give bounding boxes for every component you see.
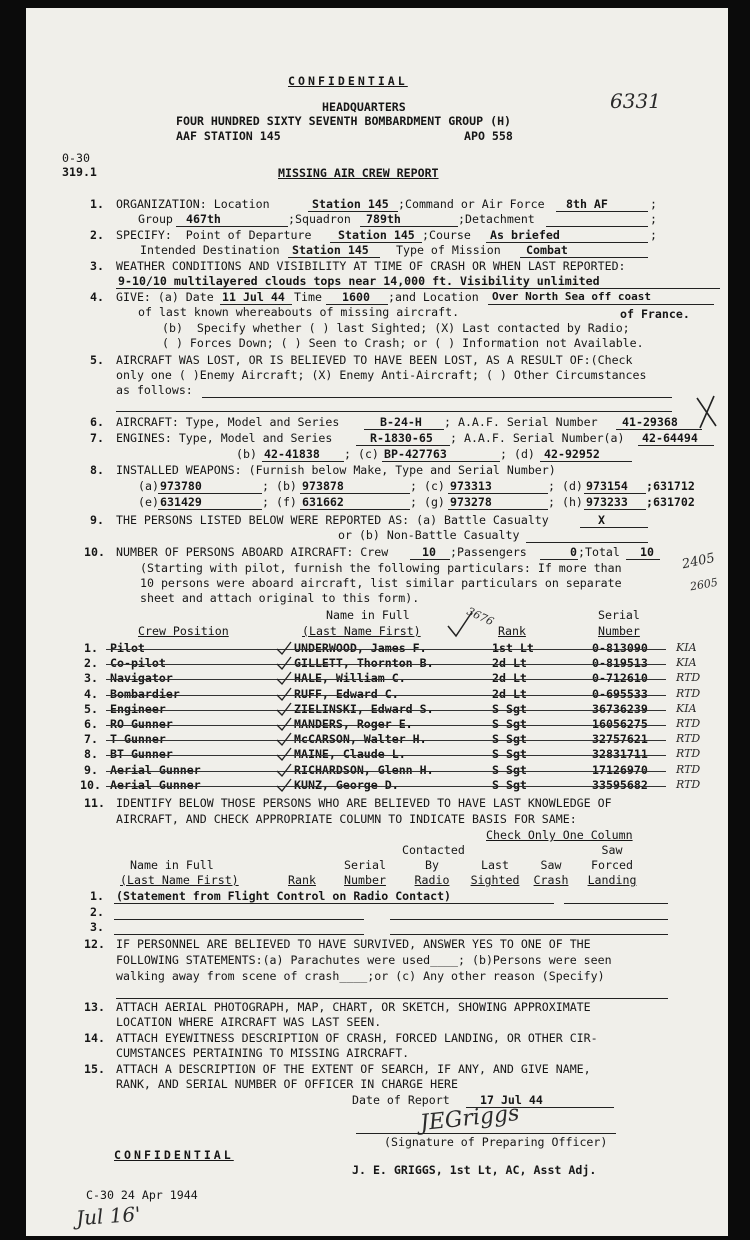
mission-label: Type of Mission bbox=[396, 243, 501, 257]
battle-casualty-mark: X bbox=[598, 513, 605, 527]
passenger-count: 0 bbox=[570, 545, 577, 559]
crew-rank: 1st Lt bbox=[492, 641, 534, 655]
weapon-e-label: (e) bbox=[138, 495, 159, 509]
loss-date: 11 Jul 44 bbox=[222, 290, 285, 304]
group-label: Group bbox=[138, 212, 173, 226]
forced-header-3: Landing bbox=[587, 873, 637, 887]
engine-c-label: ; (c) bbox=[344, 447, 379, 461]
officer-signature: JEGriggs bbox=[418, 1100, 521, 1137]
course-label: ;Course bbox=[422, 228, 471, 242]
check-mark-icon bbox=[276, 732, 292, 746]
crew-status-handwritten: RTD bbox=[676, 763, 701, 776]
header-apo: APO 558 bbox=[464, 129, 513, 143]
item-2-label: SPECIFY: Point of Departure bbox=[116, 228, 312, 242]
crew-rank: S Sgt bbox=[492, 763, 527, 777]
weapon-e: 631429 bbox=[160, 495, 202, 509]
crew-position: Aerial Gunner bbox=[110, 778, 201, 792]
item-11-number: 11. bbox=[84, 796, 105, 810]
date-of-report-label: Date of Report bbox=[352, 1093, 450, 1107]
item-14-number: 14. bbox=[84, 1031, 105, 1045]
item-15-line-1: ATTACH A DESCRIPTION OF THE EXTENT OF SEARCH, IF ANY, AND GIVE NAME, bbox=[116, 1062, 591, 1076]
engine-type: R-1830-65 bbox=[370, 431, 433, 445]
weapon-d: 973154 bbox=[586, 479, 628, 493]
destination-value: Station 145 bbox=[292, 243, 369, 257]
weapon-a-label: (a) bbox=[138, 479, 159, 493]
item-15-line-2: RANK, AND SERIAL NUMBER OF OFFICER IN CHARGE HERE bbox=[116, 1077, 459, 1091]
crew-strike-line bbox=[106, 649, 666, 650]
i11-row-2-number: 2. bbox=[90, 905, 104, 919]
item-13-line-1: ATTACH AERIAL PHOTOGRAPH, MAP, CHART, OR SKETCH, SHOWING APPROXIMATE bbox=[116, 1000, 591, 1014]
handwritten-date: Jul 16' bbox=[75, 1201, 142, 1231]
crew-name: MANDERS, Roger E. bbox=[294, 717, 413, 731]
form-number: C-30 24 Apr 1944 bbox=[86, 1188, 198, 1202]
check-mark-icon bbox=[276, 717, 292, 731]
weather-value: 9-10/10 multilayered clouds tops near 14,000 ft. Visibility unlimited bbox=[118, 274, 600, 288]
i11-serial-header-2: Number bbox=[344, 873, 386, 887]
crew-status-handwritten: RTD bbox=[676, 747, 701, 760]
item-10-line-4: sheet and attach original to this form). bbox=[140, 591, 420, 605]
saw-header-2: Crash bbox=[533, 873, 569, 887]
i11-name-header-2: (Last Name First) bbox=[120, 873, 239, 887]
crew-row-number: 5. bbox=[84, 702, 98, 716]
item-9-number: 9. bbox=[90, 513, 104, 527]
crew-name: RICHARDSON, Glenn H. bbox=[294, 763, 434, 777]
item-12-number: 12. bbox=[84, 937, 105, 951]
crew-header-serial-2: Number bbox=[598, 624, 640, 638]
crew-position: Aerial Gunner bbox=[110, 763, 201, 777]
check-mark-icon bbox=[276, 778, 292, 792]
location-label: ;and Location bbox=[388, 290, 479, 304]
engine-serial-a: 42-64494 bbox=[642, 431, 698, 445]
crew-header-position: Crew Position bbox=[138, 624, 229, 638]
crew-row-number: 9. bbox=[84, 763, 98, 777]
crew-row-number: 6. bbox=[84, 717, 98, 731]
footer-confidential: CONFIDENTIAL bbox=[114, 1148, 234, 1162]
check-mark-icon bbox=[276, 702, 292, 716]
engine-b-label: (b) bbox=[236, 447, 257, 461]
item-15-number: 15. bbox=[84, 1062, 105, 1076]
engine-serial-label: ; A.A.F. Serial Number(a) bbox=[450, 431, 625, 445]
crew-strike-line bbox=[106, 679, 666, 680]
item-13-line-2: LOCATION WHERE AIRCRAFT WAS LAST SEEN. bbox=[116, 1015, 382, 1029]
engine-d-label: ; (d) bbox=[500, 447, 535, 461]
item-10-number: 10. bbox=[84, 545, 105, 559]
report-title: MISSING AIR CREW REPORT bbox=[278, 166, 439, 180]
i11-row-3-number: 3. bbox=[90, 920, 104, 934]
item-7-number: 7. bbox=[90, 431, 104, 445]
item-10-line-2: (Starting with pilot, furnish the following particulars: If more than bbox=[140, 561, 622, 575]
crew-serial: 0-712610 bbox=[592, 671, 648, 685]
header-station: AAF STATION 145 bbox=[176, 129, 281, 143]
crew-row-number: 7. bbox=[84, 732, 98, 746]
crew-status-handwritten: RTD bbox=[676, 717, 701, 730]
engines-label: ENGINES: Type, Model and Series bbox=[116, 431, 333, 445]
total-label: ;Total bbox=[578, 545, 620, 559]
crew-strike-line bbox=[106, 755, 666, 756]
handwritten-2605: 2605 bbox=[688, 575, 719, 594]
command-value: 8th AF bbox=[566, 197, 608, 211]
crew-count: 10 bbox=[422, 545, 436, 559]
crew-rank: 2d Lt bbox=[492, 671, 527, 685]
header-hq: HEADQUARTERS bbox=[322, 100, 406, 114]
crew-position: Pilot bbox=[110, 641, 145, 655]
org-location: Station 145 bbox=[312, 197, 389, 211]
whereabouts-label: of last known whereabouts of missing aircraft. bbox=[138, 305, 460, 319]
item-4b: (b) Specify whether ( ) last Sighted; (X) Last contacted by Radio; bbox=[162, 321, 630, 335]
officer-name: J. E. GRIGGS, 1st Lt, AC, Asst Adj. bbox=[352, 1163, 597, 1177]
crew-name: McCARSON, Walter H. bbox=[294, 732, 427, 746]
crew-serial: 36736239 bbox=[592, 702, 648, 716]
crew-serial: 32757621 bbox=[592, 732, 648, 746]
crew-strike-line bbox=[106, 664, 666, 665]
item-3-number: 3. bbox=[90, 259, 104, 273]
item-4-number: 4. bbox=[90, 290, 104, 304]
engine-serial-b: 42-41838 bbox=[264, 447, 320, 461]
crew-serial: 32831711 bbox=[592, 747, 648, 761]
item-4c: ( ) Forces Down; ( ) Seen to Crash; or ( ) Information not Available. bbox=[162, 336, 644, 350]
item-8-number: 8. bbox=[90, 463, 104, 477]
crew-position: BT Gunner bbox=[110, 747, 173, 761]
crew-status-handwritten: KIA bbox=[676, 641, 697, 654]
crew-rank: S Sgt bbox=[492, 732, 527, 746]
crew-strike-line bbox=[106, 725, 666, 726]
contacted-header-1: Contacted bbox=[402, 843, 465, 857]
crew-rank: S Sgt bbox=[492, 702, 527, 716]
crew-header-rank: Rank bbox=[498, 624, 526, 638]
crew-name: UNDERWOOD, James F. bbox=[294, 641, 427, 655]
check-mark-icon bbox=[276, 641, 292, 655]
crew-status-handwritten: RTD bbox=[676, 671, 701, 684]
weapon-f: 631662 bbox=[302, 495, 344, 509]
crew-name: MAINE, Claude L. bbox=[294, 747, 406, 761]
item-12-line-3: walking away from scene of crash____;or (c) Any other reason (Specify) bbox=[116, 969, 605, 983]
crew-position: Engineer bbox=[110, 702, 166, 716]
crew-name: HALE, William C. bbox=[294, 671, 406, 685]
crew-status-handwritten: RTD bbox=[676, 732, 701, 745]
item-14-line-1: ATTACH EYEWITNESS DESCRIPTION OF CRASH, FORCED LANDING, OR OTHER CIR- bbox=[116, 1031, 598, 1045]
x-mark-icon bbox=[694, 394, 720, 430]
last-header-2: Sighted bbox=[470, 873, 520, 887]
weapon-extra-1: ;631712 bbox=[646, 479, 695, 493]
weapon-g: 973278 bbox=[450, 495, 492, 509]
give-date-label: GIVE: (a) Date bbox=[116, 290, 214, 304]
crew-name: GILLETT, Thornton B. bbox=[294, 656, 434, 670]
item-6-number: 6. bbox=[90, 415, 104, 429]
forced-header-1: Saw bbox=[601, 843, 623, 857]
weapon-f-label: ; (f) bbox=[262, 495, 297, 509]
weapon-h-label: ; (h) bbox=[548, 495, 583, 509]
check-mark-icon bbox=[276, 747, 292, 761]
crew-name: KUNZ, George D. bbox=[294, 778, 399, 792]
crew-serial: 0-695533 bbox=[592, 687, 648, 701]
header-group: FOUR HUNDRED SIXTY SEVENTH BOMBARDMENT GROUP (H) bbox=[176, 114, 512, 128]
weapon-a: 973780 bbox=[160, 479, 202, 493]
weapon-b-label: ; (b) bbox=[262, 479, 297, 493]
crew-status-handwritten: RTD bbox=[676, 778, 701, 791]
squadron-label: ;Squadron bbox=[288, 212, 351, 226]
check-mark-icon bbox=[276, 687, 292, 701]
casualty-label: THE PERSONS LISTED BELOW WERE REPORTED AS: (a) Battle Casualty bbox=[116, 513, 549, 527]
crew-rank: 2d Lt bbox=[492, 656, 527, 670]
crew-position: Bombardier bbox=[110, 687, 180, 701]
crew-position: RO Gunner bbox=[110, 717, 173, 731]
crew-strike-line bbox=[106, 771, 666, 772]
mission-value: Combat bbox=[526, 243, 568, 257]
time-label: Time bbox=[294, 290, 322, 304]
file-code-2: 319.1 bbox=[62, 165, 97, 179]
aircraft-label: AIRCRAFT: Type, Model and Series bbox=[116, 415, 340, 429]
check-mark-icon bbox=[276, 671, 292, 685]
engine-serial-c: BP-427763 bbox=[384, 447, 447, 461]
item-13-number: 13. bbox=[84, 1000, 105, 1014]
item-5-line-2: only one ( )Enemy Aircraft; (X) Enemy Anti-Aircraft; ( ) Other Circumstances bbox=[116, 368, 647, 382]
crew-row-number: 3. bbox=[84, 671, 98, 685]
weapon-h: 973233 bbox=[586, 495, 628, 509]
weather-label: WEATHER CONDITIONS AND VISIBILITY AT TIME OF CRASH OR WHEN LAST REPORTED: bbox=[116, 259, 626, 273]
check-mark-icon bbox=[276, 656, 292, 670]
crew-row-number: 4. bbox=[84, 687, 98, 701]
crew-status-handwritten: KIA bbox=[676, 702, 697, 715]
crew-serial: 0-819513 bbox=[592, 656, 648, 670]
handwritten-2405: 2405 bbox=[680, 550, 717, 573]
check-only-label: Check Only One Column bbox=[486, 828, 633, 842]
header-confidential: CONFIDENTIAL bbox=[288, 74, 408, 88]
persons-aboard-label: NUMBER OF PERSONS ABOARD AIRCRAFT: Crew bbox=[116, 545, 389, 559]
loss-location: Over North Sea off coast bbox=[492, 290, 651, 303]
weapon-d-label: ; (d) bbox=[548, 479, 583, 493]
forced-header-2: Forced bbox=[591, 858, 633, 872]
crew-name: RUFF, Edward C. bbox=[294, 687, 399, 701]
crew-position: Navigator bbox=[110, 671, 173, 685]
crew-strike-line bbox=[106, 786, 666, 787]
non-battle-label: or (b) Non-Battle Casualty bbox=[338, 528, 520, 542]
i11-row-1-number: 1. bbox=[90, 889, 104, 903]
crew-serial: 17126970 bbox=[592, 763, 648, 777]
passengers-label: ;Passengers bbox=[450, 545, 527, 559]
crew-position: Co-pilot bbox=[110, 656, 166, 670]
crew-row-number: 1. bbox=[84, 641, 98, 655]
location-continued: of France. bbox=[620, 307, 690, 321]
document-number: 6331 bbox=[610, 89, 661, 113]
point-of-departure: Station 145 bbox=[338, 228, 415, 242]
destination-label: Intended Destination bbox=[140, 243, 280, 257]
crew-serial: 0-813090 bbox=[592, 641, 648, 655]
crew-rank: S Sgt bbox=[492, 717, 527, 731]
crew-strike-line bbox=[106, 710, 666, 711]
i11-name-header-1: Name in Full bbox=[130, 858, 214, 872]
last-header-1: Last bbox=[481, 858, 509, 872]
crew-strike-line bbox=[106, 740, 666, 741]
crew-strike-line bbox=[106, 695, 666, 696]
document-page: CONFIDENTIAL 6331 HEADQUARTERS FOUR HUNDRED SIXTY SEVENTH BOMBARDMENT GROUP (H) AAF STATION 145 APO 558 0-30 319.1 MISSING AIR CREW REPORT 1. ORGANIZATION: Location Station 145 ;Command or Air Force 8th AF ; Group 467th ;Squadron 789th ;Detachment ; 2. SPECIFY: Point of Departure Station 145 ;Course As briefed ; Intended Destination Station 145 Type of Mission Combat 3. WEATHER CONDITIONS AND VISIBILITY AT TIME OF CRASH OR WHEN LAST REPORTED: 9-10/10 multilayered clouds tops near 14,000 ft. Visibility unlimited 4. GIVE: (a) Date 11 Jul 44 Time 1600 ;and Location Over North Sea off coast of last known whereabouts of missing aircraft. of France. (b) Specify whether ( ) last Sighted; (X) Last contacted by Radio; ( ) Forces Down; ( ) Seen to Crash; or ( ) Information not Available. 5. AIRCRAFT WAS LOST, OR IS BELIEVED TO HAVE BEEN LOST, AS A RESULT OF:(Check only one ( )Enemy Aircraft; (X) Enemy Anti-Aircraft; ( ) Other Circumstances as follows: 6. AIRCRAFT: Type, Model and Series B-24-H ; A.A.F. Serial Number 41-29368 7. ENGINES: Type, Model and Series R-1830-65 ; A.A.F. Serial Number(a) 42-64494 (b) 42-41838 ; (c) BP-427763 ; (d) 42-92952 8. INSTALLED WEAPONS: (Furnish below Make, Type and Serial Number) (a) 973780 ; (b) 973878 ; (c) 973313 ; (d) 973154 ;631712 (e) 631429 ; (f) 631662 ; (g) 973278 ; (h) 973233 ;631702 9. THE PERSONS LISTED BELOW WERE REPORTED AS: (a) Battle Casualty X or (b) Non-Battle Casualty 10. NUMBER OF PERSONS ABOARD AIRCRAFT: Crew 10 ;Passengers 0 ;Total 10 2405 2605 (Starting with pilot, furnish the following particulars: If more than 10 persons were aboard aircraft, list similar particulars on separate sheet and attach original to this form). Name in Full Serial 3676 Crew Position (Last Name First) Rank Number 1. Pilot UNDERWOOD, James F. 1st Lt 0-813090 KIA 2. Co-pilot GILLETT, Thornton B. 2d Lt 0-819513 KIA 3. Navigator HALE, William C. 2d Lt 0-712610 RTD 4. Bombardier RUFF, Edward C. 2d Lt 0-695533 RTD 5. Engineer ZIELINSKI, Edward S. S Sgt 36736239 KIA 6. RO Gunner MANDERS, Roger E. S Sgt 16056275 RTD 7. T Gunner McCARSON, Walter H. S Sgt 32757621 RTD 8. BT Gunner MAINE, Claude L. S Sgt 32831711 RTD 9. Aerial Gunner RICHARDSON, Glenn H. S Sgt 17126970 RTD 10. Aerial Gunner KUNZ, George D. S Sgt 33595682 RTD 11. IDENTIFY BELOW THOSE PERSONS WHO ARE BELIEVED TO HAVE LAST KNOWLEDGE OF AIRCRAFT, AND CHECK APPROPRIATE COLUMN TO INDICATE BASIS FOR SAME: Check Only One Column Contacted Saw Name in Full Serial By Last Saw Forced (Last Name First) Rank Number Radio Sighted Crash Landing 1. (Statement from Flight Control on Radio Contact) 2. 3. 12. IF PERSONNEL ARE BELIEVED TO HAVE SURVIVED, ANSWER YES TO ONE OF THE FOLLOWING STATEMENTS:(a) Parachutes were used____; (b)Persons were seen walking away from scene of crash____;or (c) Any other reason (Specify) 13. ATTACH AERIAL PHOTOGRAPH, MAP, CHART, OR SKETCH, SHOWING APPROXIMATE LOCATION WHERE AIRCRAFT WAS LAST SEEN. 14. ATTACH EYEWITNESS DESCRIPTION OF CRASH, FORCED LANDING, OR OTHER CIR- CUMSTANCES PERTAINING TO MISSING AIRCRAFT. 15. ATTACH A DESCRIPTION OF THE EXTENT OF SEARCH, IF ANY, AND GIVE NAME, RANK, AND SERIAL NUMBER OF OFFICER IN CHARGE HERE Date of Report 17 Jul 44 JEGriggs (Signature of Preparing Officer) CONFIDENTIAL J. E. GRIGGS, 1st Lt, AC, Asst Adj. C-30 24 Apr 1944 Jul 16' bbox=[26, 8, 728, 1236]
file-code-1: 0-30 bbox=[62, 151, 90, 165]
crew-rank: S Sgt bbox=[492, 747, 527, 761]
check-mark-icon bbox=[446, 610, 476, 640]
item-2-number: 2. bbox=[90, 228, 104, 242]
aircraft-serial-label: ; A.A.F. Serial Number bbox=[444, 415, 598, 429]
saw-header-1: Saw bbox=[540, 858, 562, 872]
command-label: ;Command or Air Force bbox=[398, 197, 545, 211]
i11-serial-header-1: Serial bbox=[344, 858, 386, 872]
crew-header-name-2: (Last Name First) bbox=[302, 624, 421, 638]
date-of-report: 17 Jul 44 bbox=[480, 1093, 543, 1107]
item-11-line-2: AIRCRAFT, AND CHECK APPROPRIATE COLUMN TO INDICATE BASIS FOR SAME: bbox=[116, 812, 577, 826]
item-10-line-3: 10 persons were aboard aircraft, list similar particulars on separate bbox=[140, 576, 622, 590]
crew-rank: 2d Lt bbox=[492, 687, 527, 701]
item-12-line-2: FOLLOWING STATEMENTS:(a) Parachutes were used____; (b)Persons were seen bbox=[116, 953, 612, 967]
i11-row-1-value: (Statement from Flight Control on Radio Contact) bbox=[116, 889, 452, 903]
total-count: 10 bbox=[640, 545, 654, 559]
squadron-value: 789th bbox=[366, 212, 401, 226]
contacted-header-2: By bbox=[425, 858, 439, 872]
handwritten-3676: 3676 bbox=[464, 604, 496, 629]
crew-header-serial-1: Serial bbox=[598, 608, 640, 622]
crew-row-number: 10. bbox=[80, 778, 101, 792]
item-5-number: 5. bbox=[90, 353, 104, 367]
contacted-header-3: Radio bbox=[414, 873, 450, 887]
group-value: 467th bbox=[186, 212, 221, 226]
signature-caption: (Signature of Preparing Officer) bbox=[384, 1135, 608, 1149]
item-14-line-2: CUMSTANCES PERTAINING TO MISSING AIRCRAFT. bbox=[116, 1046, 410, 1060]
weapon-c-label: ; (c) bbox=[410, 479, 445, 493]
i11-rank-header: Rank bbox=[288, 873, 316, 887]
check-mark-icon bbox=[276, 763, 292, 777]
loss-time: 1600 bbox=[342, 290, 370, 304]
item-5-line-3: as follows: bbox=[116, 383, 193, 397]
weapon-extra-2: ;631702 bbox=[646, 495, 695, 509]
item-1-label: ORGANIZATION: Location bbox=[116, 197, 270, 211]
crew-position: T Gunner bbox=[110, 732, 166, 746]
item-11-line-1: IDENTIFY BELOW THOSE PERSONS WHO ARE BELIEVED TO HAVE LAST KNOWLEDGE OF bbox=[116, 796, 612, 810]
crew-status-handwritten: RTD bbox=[676, 687, 701, 700]
weapon-c: 973313 bbox=[450, 479, 492, 493]
crew-status-handwritten: KIA bbox=[676, 656, 697, 669]
aircraft-serial: 41-29368 bbox=[622, 415, 678, 429]
item-5-line-1: AIRCRAFT WAS LOST, OR IS BELIEVED TO HAVE BEEN LOST, AS A RESULT OF:(Check bbox=[116, 353, 633, 367]
crew-serial: 16056275 bbox=[592, 717, 648, 731]
crew-row-number: 8. bbox=[84, 747, 98, 761]
crew-header-name-1: Name in Full bbox=[326, 608, 410, 622]
crew-name: ZIELINSKI, Edward S. bbox=[294, 702, 434, 716]
crew-serial: 33595682 bbox=[592, 778, 648, 792]
course-value: As briefed bbox=[490, 228, 560, 242]
aircraft-type: B-24-H bbox=[380, 415, 422, 429]
weapons-label: INSTALLED WEAPONS: (Furnish below Make, Type and Serial Number) bbox=[116, 463, 556, 477]
weapon-g-label: ; (g) bbox=[410, 495, 445, 509]
crew-rank: S Sgt bbox=[492, 778, 527, 792]
weapon-b: 973878 bbox=[302, 479, 344, 493]
item-12-line-1: IF PERSONNEL ARE BELIEVED TO HAVE SURVIVED, ANSWER YES TO ONE OF THE bbox=[116, 937, 591, 951]
engine-serial-d: 42-92952 bbox=[544, 447, 600, 461]
crew-row-number: 2. bbox=[84, 656, 98, 670]
detachment-label: ;Detachment bbox=[458, 212, 535, 226]
item-1-number: 1. bbox=[90, 197, 104, 211]
